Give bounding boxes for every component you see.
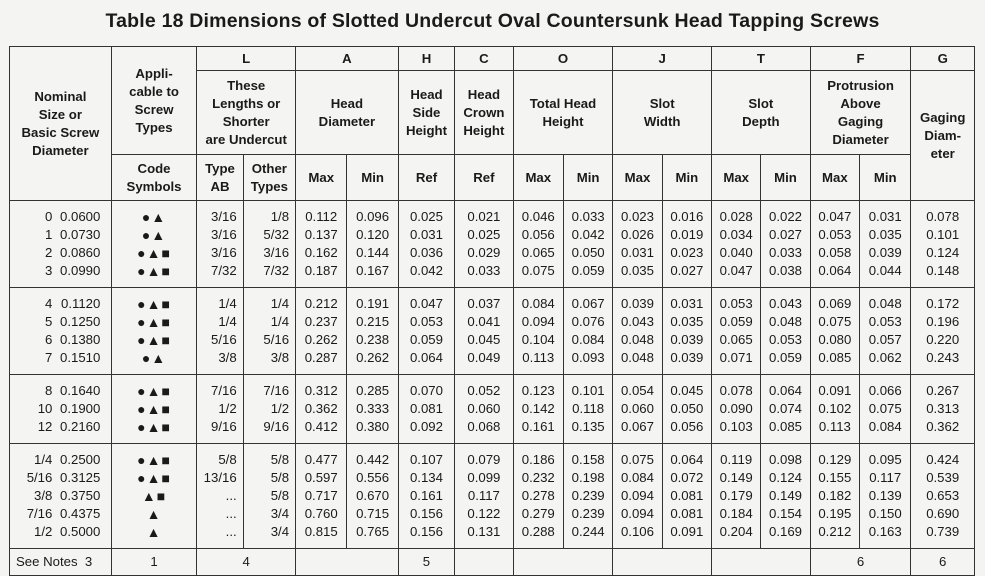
j-min-cell: 0.045 0.050 0.056: [662, 375, 711, 444]
t-min-cell: 0.043 0.048 0.053 0.059: [761, 288, 810, 375]
h-ref-cell: 0.025 0.031 0.036 0.042: [398, 201, 454, 288]
f-min-cell: 0.095 0.117 0.139 0.150 0.163: [860, 444, 911, 549]
head-crown-height-header: Head Crown Height: [455, 71, 513, 155]
code-symbols-cell: ●▲■ ●▲■ ●▲■: [111, 375, 197, 444]
f-max-cell: 0.091 0.102 0.113: [810, 375, 859, 444]
o-max-header: Max: [513, 155, 563, 201]
letter-L: L: [197, 47, 296, 71]
a-max-header: Max: [296, 155, 347, 201]
j-max-cell: 0.023 0.026 0.031 0.035: [613, 201, 662, 288]
f-max-header: Max: [810, 155, 859, 201]
total-head-height-header: Total Head Height: [513, 71, 613, 155]
note-protrusion: 6: [810, 549, 911, 576]
nominal-size-cell: 1/4 0.2500 5/16 0.3125 3/8 0.3750 7/16 0.4375 1/2 0.5000: [10, 444, 112, 549]
o-min-header: Min: [563, 155, 612, 201]
nominal-size-cell: 4 0.1120 5 0.1250 6 0.1380 7 0.1510: [10, 288, 112, 375]
applicable-types-header: Appli- cable to Screw Types: [111, 47, 197, 155]
g-cell: 0.424 0.539 0.653 0.690 0.739: [911, 444, 975, 549]
f-min-cell: 0.066 0.075 0.084: [860, 375, 911, 444]
other-types-cell: 1/8 5/32 3/16 7/32: [243, 201, 295, 288]
a-min-cell: 0.285 0.333 0.380: [347, 375, 398, 444]
t-max-cell: 0.119 0.149 0.179 0.184 0.204: [712, 444, 761, 549]
note-slot-width: [613, 549, 712, 576]
g-cell: 0.267 0.313 0.362: [911, 375, 975, 444]
a-min-cell: 0.191 0.215 0.238 0.262: [347, 288, 398, 375]
t-min-header: Min: [761, 155, 810, 201]
letter-H: H: [398, 47, 454, 71]
j-min-cell: 0.016 0.019 0.023 0.027: [662, 201, 711, 288]
a-max-cell: 0.477 0.597 0.717 0.760 0.815: [296, 444, 347, 549]
note-applicable: 1: [111, 549, 197, 576]
letter-J: J: [613, 47, 712, 71]
o-min-cell: 0.033 0.042 0.050 0.059: [563, 201, 612, 288]
type-ab-cell: 5/8 13/16 ... ... ...: [197, 444, 243, 549]
other-types-cell: 5/8 5/8 5/8 3/4 3/4: [243, 444, 295, 549]
c-ref-cell: 0.037 0.041 0.045 0.049: [455, 288, 513, 375]
o-max-cell: 0.123 0.142 0.161: [513, 375, 563, 444]
t-min-cell: 0.022 0.027 0.033 0.038: [761, 201, 810, 288]
letter-A: A: [296, 47, 399, 71]
j-min-cell: 0.031 0.035 0.039 0.039: [662, 288, 711, 375]
t-max-cell: 0.028 0.034 0.040 0.047: [712, 201, 761, 288]
a-max-cell: 0.212 0.237 0.262 0.287: [296, 288, 347, 375]
j-max-cell: 0.054 0.060 0.067: [613, 375, 662, 444]
table-row: [10, 201, 975, 288]
a-min-cell: 0.096 0.120 0.144 0.167: [347, 201, 398, 288]
f-min-cell: 0.048 0.053 0.057 0.062: [860, 288, 911, 375]
f-min-cell: 0.031 0.035 0.039 0.044: [860, 201, 911, 288]
h-ref-cell: 0.047 0.053 0.059 0.064: [398, 288, 454, 375]
type-ab-cell: 7/16 1/2 9/16: [197, 375, 243, 444]
other-types-header: Other Types: [243, 155, 295, 201]
type-ab-cell: 1/4 1/4 5/16 3/8: [197, 288, 243, 375]
gaging-diameter-header: Gaging Diam- eter: [911, 71, 975, 201]
letter-C: C: [455, 47, 513, 71]
j-max-cell: 0.039 0.043 0.048 0.048: [613, 288, 662, 375]
h-ref-header: Ref: [398, 155, 454, 201]
g-cell: 0.172 0.196 0.220 0.243: [911, 288, 975, 375]
a-max-cell: 0.112 0.137 0.162 0.187: [296, 201, 347, 288]
nominal-size-cell: 0 0.0600 1 0.0730 2 0.0860 3 0.0990: [10, 201, 112, 288]
f-min-header: Min: [860, 155, 911, 201]
type-ab-cell: 3/16 3/16 3/16 7/32: [197, 201, 243, 288]
code-symbols-cell: ●▲■ ●▲■ ▲■ ▲ ▲: [111, 444, 197, 549]
table-row: [10, 288, 975, 375]
o-min-cell: 0.158 0.198 0.239 0.239 0.244: [563, 444, 612, 549]
o-max-cell: 0.186 0.232 0.278 0.279 0.288: [513, 444, 563, 549]
code-symbols-header: Code Symbols: [111, 155, 197, 201]
j-max-header: Max: [613, 155, 662, 201]
table-row: [10, 444, 975, 549]
a-min-header: Min: [347, 155, 398, 201]
o-max-cell: 0.046 0.056 0.065 0.075: [513, 201, 563, 288]
f-max-cell: 0.047 0.053 0.058 0.064: [810, 201, 859, 288]
note-gaging: 6: [911, 549, 975, 576]
c-ref-header: Ref: [455, 155, 513, 201]
notes-row: [10, 549, 975, 576]
note-slot-depth: [712, 549, 811, 576]
code-symbols-cell: ●▲ ●▲ ●▲■ ●▲■: [111, 201, 197, 288]
j-max-cell: 0.075 0.084 0.094 0.094 0.106: [613, 444, 662, 549]
g-cell: 0.078 0.101 0.124 0.148: [911, 201, 975, 288]
note-lengths: 4: [197, 549, 296, 576]
j-min-header: Min: [662, 155, 711, 201]
nominal-size-header: Nominal Size or Basic Screw Diameter: [10, 47, 112, 201]
type-ab-header: Type AB: [197, 155, 243, 201]
f-max-cell: 0.069 0.075 0.080 0.085: [810, 288, 859, 375]
note-total-head: [513, 549, 613, 576]
other-types-cell: 7/16 1/2 9/16: [243, 375, 295, 444]
notes-label: See Notes 3: [10, 549, 112, 576]
o-min-cell: 0.101 0.118 0.135: [563, 375, 612, 444]
t-min-cell: 0.098 0.124 0.149 0.154 0.169: [761, 444, 810, 549]
letter-F: F: [810, 47, 911, 71]
table-row: [10, 375, 975, 444]
t-max-header: Max: [712, 155, 761, 201]
note-head-diameter: [296, 549, 399, 576]
slot-width-header: Slot Width: [613, 71, 712, 155]
other-types-cell: 1/4 1/4 5/16 3/8: [243, 288, 295, 375]
letter-T: T: [712, 47, 811, 71]
lengths-header: These Lengths or Shorter are Undercut: [197, 71, 296, 155]
letter-O: O: [513, 47, 613, 71]
a-min-cell: 0.442 0.556 0.670 0.715 0.765: [347, 444, 398, 549]
t-max-cell: 0.078 0.090 0.103: [712, 375, 761, 444]
t-min-cell: 0.064 0.074 0.085: [761, 375, 810, 444]
dimensions-table: [9, 46, 975, 576]
t-max-cell: 0.053 0.059 0.065 0.071: [712, 288, 761, 375]
nominal-size-cell: 8 0.1640 10 0.1900 12 0.2160: [10, 375, 112, 444]
f-max-cell: 0.129 0.155 0.182 0.195 0.212: [810, 444, 859, 549]
o-min-cell: 0.067 0.076 0.084 0.093: [563, 288, 612, 375]
slot-depth-header: Slot Depth: [712, 71, 811, 155]
code-symbols-cell: ●▲■ ●▲■ ●▲■ ●▲: [111, 288, 197, 375]
head-side-height-header: Head Side Height: [398, 71, 454, 155]
table-title: Table 18 Dimensions of Slotted Undercut Oval Countersunk Head Tapping Screws: [105, 10, 880, 32]
note-head-crown: [455, 549, 513, 576]
h-ref-cell: 0.107 0.134 0.161 0.156 0.156: [398, 444, 454, 549]
protrusion-header: Protrusion Above Gaging Diameter: [810, 71, 911, 155]
head-diameter-header: Head Diameter: [296, 71, 399, 155]
h-ref-cell: 0.070 0.081 0.092: [398, 375, 454, 444]
a-max-cell: 0.312 0.362 0.412: [296, 375, 347, 444]
note-head-side: 5: [398, 549, 454, 576]
c-ref-cell: 0.052 0.060 0.068: [455, 375, 513, 444]
c-ref-cell: 0.079 0.099 0.117 0.122 0.131: [455, 444, 513, 549]
letter-G: G: [911, 47, 975, 71]
j-min-cell: 0.064 0.072 0.081 0.081 0.091: [662, 444, 711, 549]
c-ref-cell: 0.021 0.025 0.029 0.033: [455, 201, 513, 288]
o-max-cell: 0.084 0.094 0.104 0.113: [513, 288, 563, 375]
